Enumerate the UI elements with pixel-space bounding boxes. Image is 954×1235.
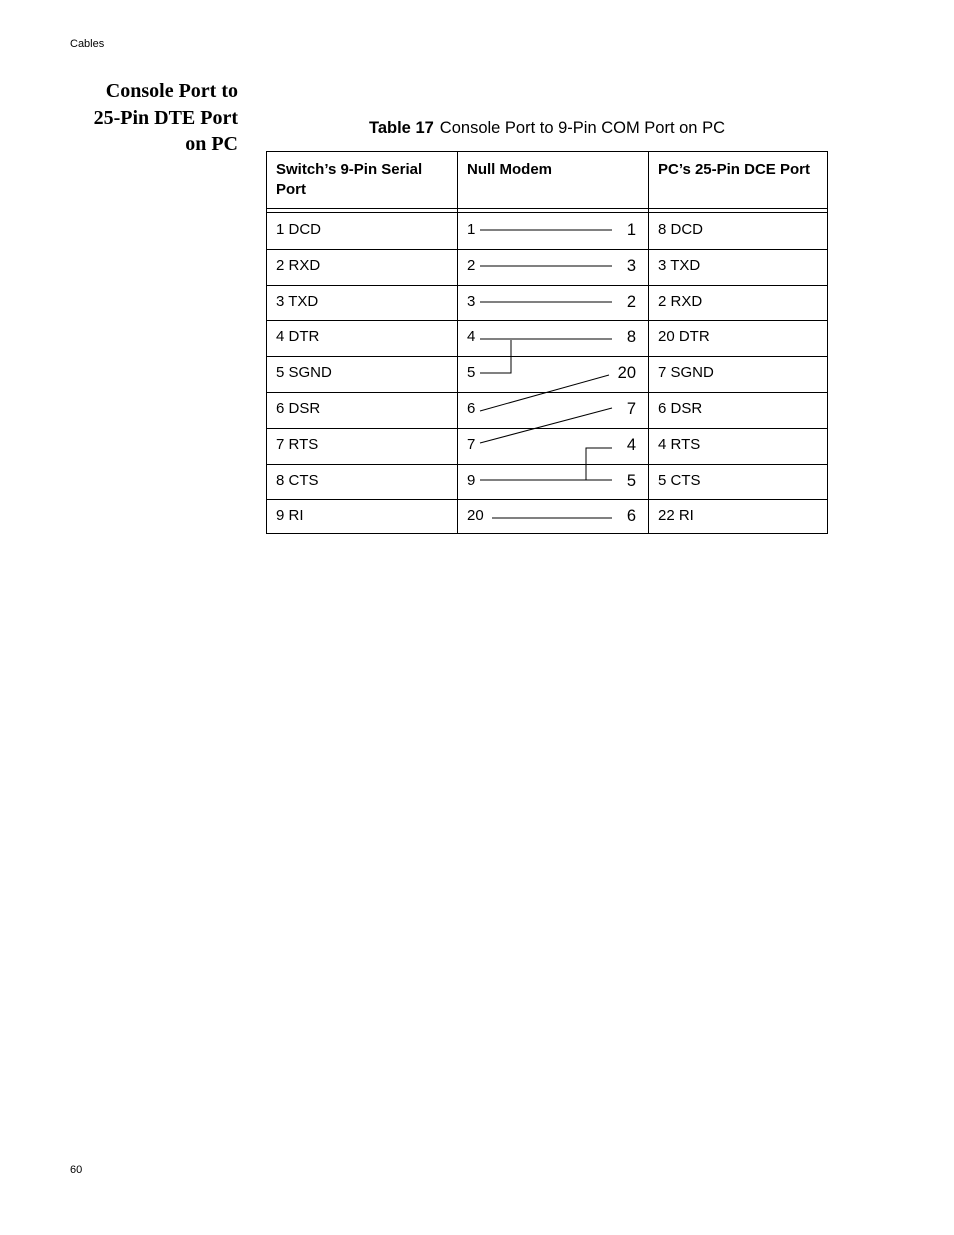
wire-6-20 (480, 375, 609, 411)
row-divider (267, 428, 827, 429)
null-modem-left-pin: 1 (467, 221, 476, 238)
pc-port-cell: 2 RXD (658, 293, 703, 310)
null-modem-right-pin: 1 (626, 221, 636, 239)
row-divider (267, 464, 827, 465)
null-modem-right-pin: 7 (626, 400, 636, 418)
header-pc-port: PC’s 25-Pin DCE Port (658, 161, 810, 178)
null-modem-left-pin: 2 (467, 257, 476, 274)
null-modem-left-pin: 20 (467, 507, 484, 524)
switch-port-cell: 8 CTS (276, 472, 319, 489)
row-divider (267, 285, 827, 286)
table-caption-text: Console Port to 9-Pin COM Port on PC (439, 119, 725, 137)
table-caption-label: Table 17 (368, 119, 434, 137)
row-divider (267, 392, 827, 393)
null-modem-right-pin: 2 (626, 293, 636, 311)
pc-port-cell: 8 DCD (658, 221, 704, 238)
switch-port-cell: 6 DSR (276, 400, 321, 417)
switch-port-cell: 2 RXD (276, 257, 321, 274)
pc-port-cell: 7 SGND (658, 364, 714, 381)
switch-port-cell: 1 DCD (276, 221, 322, 238)
section-heading-line-3: on PC (185, 133, 238, 155)
null-modem-wiring (267, 152, 829, 535)
section-heading (40, 78, 238, 158)
pc-port-cell: 6 DSR (658, 400, 703, 417)
switch-port-cell: 9 RI (276, 507, 304, 524)
switch-port-cell: 5 SGND (276, 364, 332, 381)
null-modem-right-pin: 4 (626, 436, 636, 454)
null-modem-right-pin: 8 (626, 328, 636, 346)
table-caption (266, 119, 828, 138)
pc-port-cell: 20 DTR (658, 328, 710, 345)
header-switch-port: Switch’s 9-Pin Serial Port (276, 161, 423, 198)
null-modem-right-pin: 5 (626, 472, 636, 490)
row-divider (267, 356, 827, 357)
switch-port-cell: 7 RTS (276, 436, 319, 453)
null-modem-left-pin: 7 (467, 436, 476, 453)
null-modem-left-pin: 4 (467, 328, 476, 345)
running-head: Cables (70, 38, 105, 50)
row-divider (267, 249, 827, 250)
pc-port-cell: 5 CTS (658, 472, 701, 489)
row-divider (267, 320, 827, 321)
row-divider (267, 499, 827, 500)
null-modem-left-pin: 3 (467, 293, 476, 310)
pc-port-cell: 4 RTS (658, 436, 701, 453)
null-modem-right-pin: 6 (626, 507, 636, 525)
section-heading-line-2: 25-Pin DTE Port (93, 106, 238, 129)
switch-port-cell: 4 DTR (276, 328, 320, 345)
pinout-table (266, 151, 828, 534)
pc-port-cell: 22 RI (658, 507, 694, 524)
null-modem-left-pin: 5 (467, 364, 476, 381)
page-number: 60 (70, 1164, 83, 1176)
header-null-modem: Null Modem (467, 161, 552, 178)
null-modem-left-pin: 9 (467, 472, 476, 489)
null-modem-left-pin: 6 (467, 400, 476, 417)
wire-7-7 (480, 408, 612, 443)
section-heading-line-1: Console Port to (105, 80, 238, 102)
null-modem-right-pin: 20 (617, 364, 636, 382)
null-modem-right-pin: 3 (626, 257, 636, 275)
switch-port-cell: 3 TXD (276, 293, 319, 310)
pc-port-cell: 3 TXD (658, 257, 701, 274)
